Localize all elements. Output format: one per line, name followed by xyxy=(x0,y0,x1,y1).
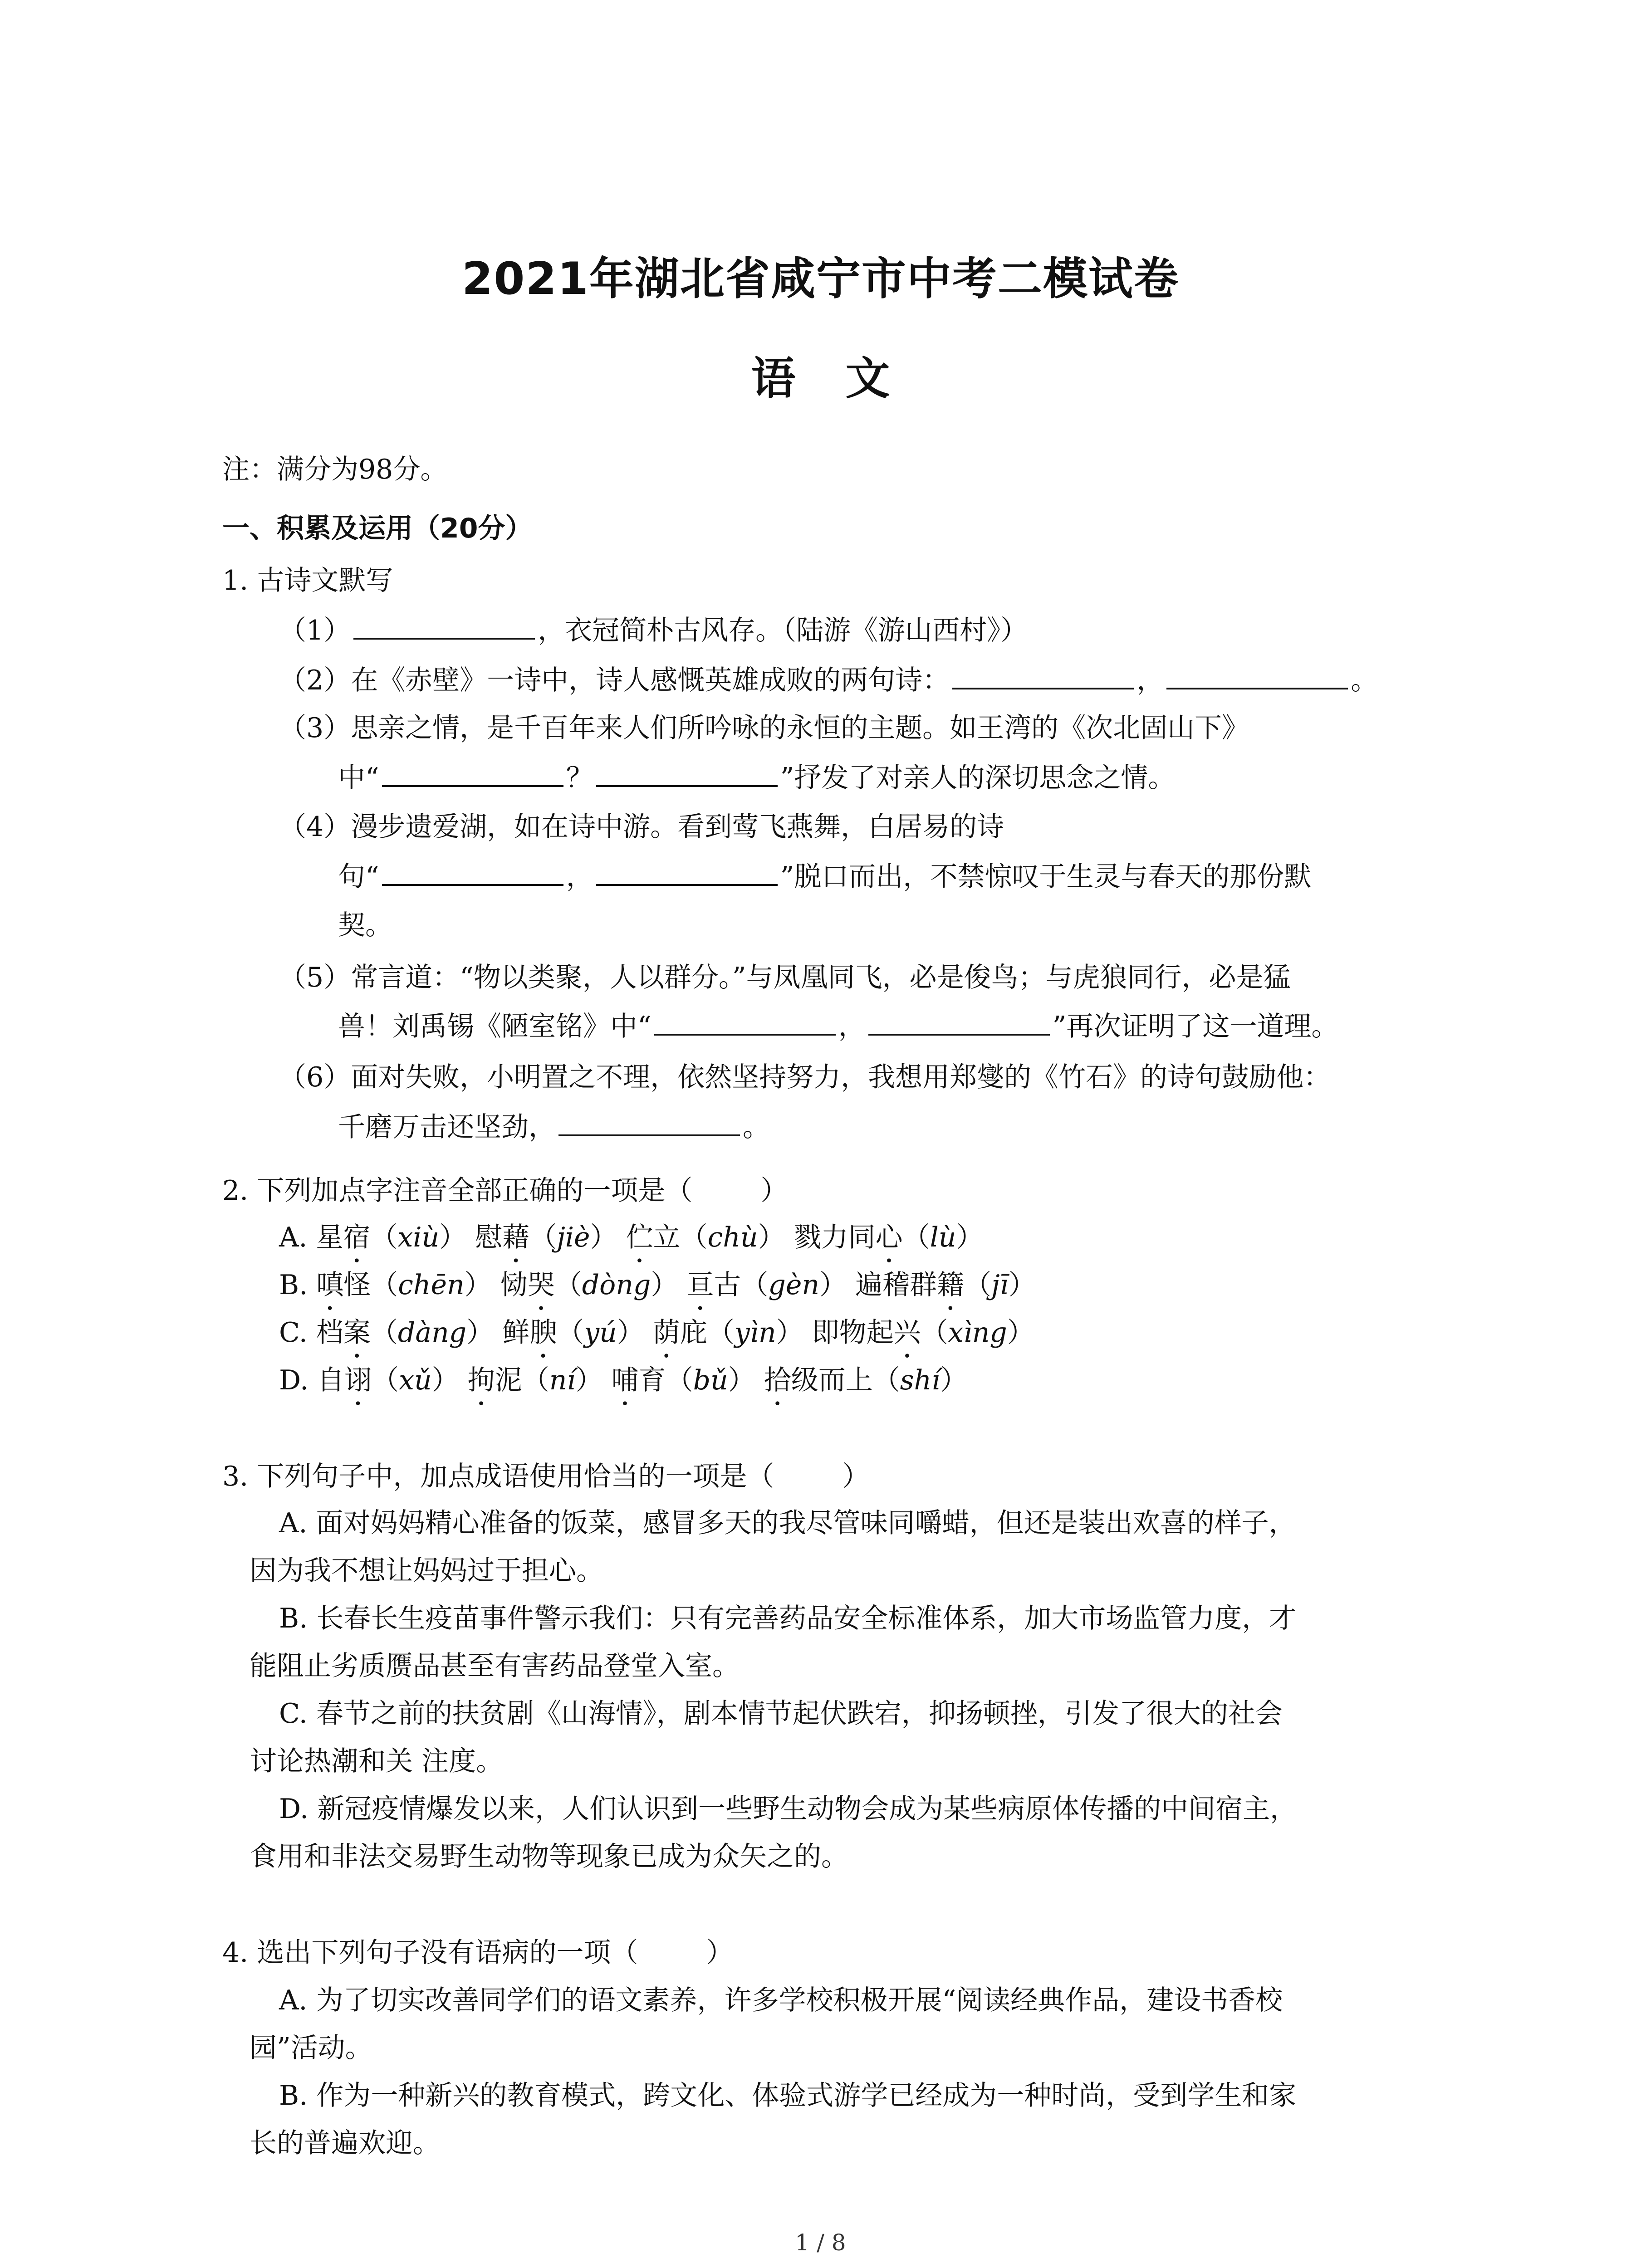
q1-part-3-line-2: 中“ ？ ”抒发了对亲人的深切思念之情。 xyxy=(338,762,1176,794)
q3-option-b-cont: 能阻止劣质赝品甚至有害药品登堂入室。 xyxy=(250,1650,740,1682)
q2-option-c[interactable]: C. 档案（dàng） 鲜腴（yú） 荫庇（yìn） 即物起兴（xìng） xyxy=(279,1317,1034,1349)
answer-blank[interactable] xyxy=(1166,664,1348,689)
q2-stem: 2. 下列加点字注音全部正确的一项是（ ） xyxy=(222,1175,788,1207)
q1-part-2: （2）在《赤壁》一诗中，诗人感慨英雄成败的两句诗： ， 。 xyxy=(279,665,1378,696)
q1-part-1: （1） ，衣冠简朴古风存。（陆游《游山西村》） xyxy=(279,615,1028,646)
q1-part-5-line-2: 兽！刘禹锡《陋室铭》中“ ， ”再次证明了这一道理。 xyxy=(338,1011,1339,1042)
q3-option-c-cont: 讨论热潮和关 注度。 xyxy=(250,1745,504,1777)
q4-option-a[interactable]: A. 为了切实改善同学们的语文素养，许多学校积极开展“阅读经典作品，建设书香校 xyxy=(279,1984,1283,2016)
answer-blank[interactable] xyxy=(382,762,563,787)
section-heading: 一、积累及运用（20分） xyxy=(222,513,533,544)
q3-option-a[interactable]: A. 面对妈妈精心准备的饭菜，感冒多天的我尽管味同嚼蜡，但还是装出欢喜的样子， xyxy=(279,1507,1296,1539)
q1-part-4-line-3: 契。 xyxy=(338,909,392,941)
answer-blank[interactable] xyxy=(596,860,778,886)
answer-blank[interactable] xyxy=(558,1111,740,1136)
q4-stem: 4. 选出下列句子没有语病的一项（ ） xyxy=(222,1937,734,1969)
subject-char-1: 语 xyxy=(751,353,796,405)
q3-option-d-cont: 食用和非法交易野生动物等现象已成为众矢之的。 xyxy=(250,1841,848,1872)
q2-option-d[interactable]: D. 自诩（xǔ） 拘泥（ní） 哺育（bǔ） 拾级而上（shí） xyxy=(279,1364,968,1396)
q4-option-a-cont: 园”活动。 xyxy=(250,2032,372,2064)
exam-title: 2021年湖北省咸宁市中考二模试卷 xyxy=(462,253,1179,305)
q1-part-4-line-2: 句“ ， ”脱口而出，不禁惊叹于生灵与春天的那份默 xyxy=(338,861,1312,893)
q1-stem: 1. 古诗文默写 xyxy=(222,565,393,596)
q4-option-b-cont: 长的普遍欢迎。 xyxy=(250,2127,440,2159)
answer-blank[interactable] xyxy=(382,860,563,886)
answer-blank[interactable] xyxy=(868,1010,1050,1036)
q2-option-a[interactable]: A. 星宿（xiù） 慰藉（jiè） 伫立（chù） 戮力同心（lù） xyxy=(279,1222,984,1253)
score-note: 注：满分为98分。 xyxy=(222,454,448,485)
q1-part-5: （5）常言道：“物以类聚，人以群分。”与凤凰同飞，必是俊鸟；与虎狼同行，必是猛 xyxy=(279,962,1291,993)
answer-blank[interactable] xyxy=(596,762,778,787)
answer-blank[interactable] xyxy=(654,1010,836,1036)
page-number: 1 / 8 xyxy=(795,2229,846,2256)
q1-part-6: （6）面对失败，小明置之不理，依然坚持努力，我想用郑燮的《竹石》的诗句鼓励他： xyxy=(279,1061,1331,1093)
q1-part-3: （3）思亲之情，是千百年来人们所吟咏的永恒的主题。如王湾的《次北固山下》 xyxy=(279,712,1249,744)
q3-option-b[interactable]: B. 长春长生疫苗事件警示我们：只有完善药品安全标准体系，加大市场监管力度，才 xyxy=(279,1603,1297,1634)
q1-part-6-line-2: 千磨万击还坚劲， 。 xyxy=(338,1111,770,1143)
answer-blank[interactable] xyxy=(952,664,1134,689)
q3-option-a-cont: 因为我不想让妈妈过于担心。 xyxy=(250,1555,603,1587)
subject-title xyxy=(0,352,1641,406)
q3-option-d[interactable]: D. 新冠疫情爆发以来，人们认识到一些野生动物会成为某些病原体传播的中间宿主， xyxy=(279,1793,1298,1825)
q4-option-b[interactable]: B. 作为一种新兴的教育模式，跨文化、体验式游学已经成为一种时尚，受到学生和家 xyxy=(279,2080,1297,2112)
answer-blank[interactable] xyxy=(353,614,535,640)
subject-char-2: 文 xyxy=(845,353,890,405)
q2-option-b[interactable]: B. 嗔怪（chēn） 恸哭（dòng） 亘古（gèn） 遍稽群籍（jī） xyxy=(279,1269,1036,1301)
q3-option-c[interactable]: C. 春节之前的扶贫剧《山海情》，剧本情节起伏跌宕，抑扬顿挫，引发了很大的社会 xyxy=(279,1698,1283,1730)
q1-part-4: （4）漫步遗爱湖，如在诗中游。看到莺飞燕舞，白居易的诗 xyxy=(279,811,1004,843)
q3-stem: 3. 下列句子中，加点成语使用恰当的一项是（ ） xyxy=(222,1461,870,1492)
